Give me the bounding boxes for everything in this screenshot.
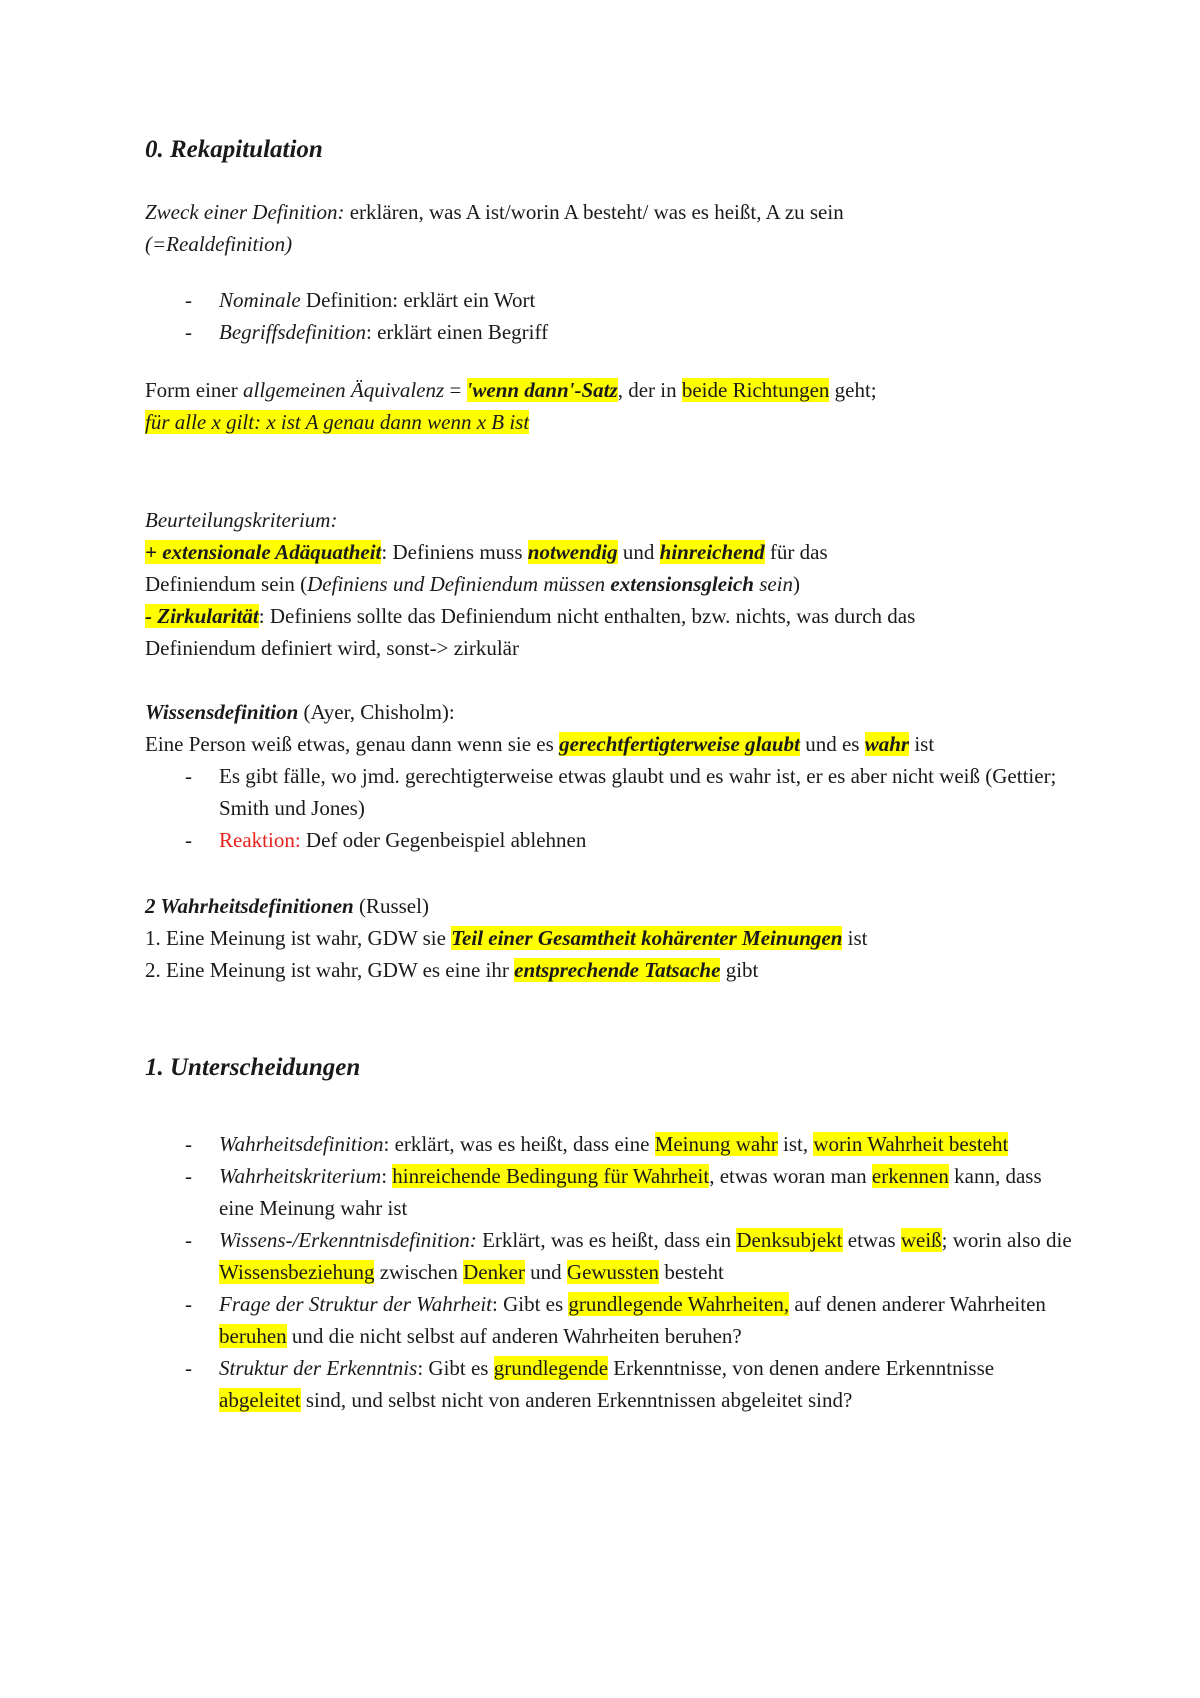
highlight: Meinung wahr bbox=[654, 1132, 778, 1156]
section-heading-unterscheidungen: 1. Unterscheidungen bbox=[145, 1054, 361, 1081]
list-item-text: und bbox=[524, 1260, 567, 1284]
list-item-term: Struktur der Erkenntnis bbox=[219, 1356, 418, 1380]
list-item-text: Erklärt, was es heißt, dass ein bbox=[476, 1228, 737, 1252]
list-item bbox=[145, 1160, 1075, 1224]
highlight: abgeleitet bbox=[219, 1388, 301, 1412]
list-item-term: Nominale bbox=[219, 288, 301, 312]
highlight: erkennen bbox=[871, 1164, 949, 1188]
wahrheitsdefinitionen-term: 2 Wahrheitsdefinitionen bbox=[145, 894, 354, 918]
form-satz-highlight: 'wenn dann'-Satz bbox=[466, 378, 618, 402]
kohaerenz-highlight: Teil einer Gesamtheit kohärenter Meinungen bbox=[451, 926, 843, 950]
highlight: Gewussten bbox=[566, 1260, 660, 1284]
notwendig-highlight: notwendig bbox=[527, 540, 618, 564]
list-item bbox=[145, 1224, 1075, 1288]
kriterium-text: und bbox=[617, 540, 660, 564]
wahrheit-author: (Russel) bbox=[353, 894, 429, 918]
wahrheit-paragraph bbox=[145, 890, 1075, 986]
realdefinition-note: (=Realdefinition) bbox=[145, 232, 293, 256]
highlight: grundlegende bbox=[493, 1356, 609, 1380]
list-item-term: Begriffsdefinition bbox=[219, 320, 366, 344]
list-item-term: Wahrheitskriterium bbox=[219, 1164, 382, 1188]
wahrheit-text: ist bbox=[842, 926, 868, 950]
highlight: Wissensbeziehung bbox=[219, 1260, 375, 1284]
form-prefix: Form einer bbox=[145, 378, 243, 402]
list-item-text: sind, und selbst nicht von anderen Erkenntnissen abgeleitet sind? bbox=[300, 1388, 853, 1412]
kriterium-paragraph bbox=[145, 504, 1075, 664]
highlight: worin Wahrheit besteht bbox=[813, 1132, 1009, 1156]
list-item-text: und die nicht selbst auf anderen Wahrheiten beruhen? bbox=[286, 1324, 742, 1348]
wahr-highlight: wahr bbox=[864, 732, 910, 756]
kriterium-text: für das bbox=[764, 540, 828, 564]
highlight: hinreichende Bedingung für Wahrheit bbox=[392, 1164, 710, 1188]
list-item-term: Wissens-/Erkenntnisdefinition: bbox=[219, 1228, 477, 1252]
document-page bbox=[145, 0, 1075, 1698]
highlight: beruhen bbox=[219, 1324, 287, 1348]
form-eq: = bbox=[444, 378, 467, 402]
definition-types-list bbox=[145, 284, 1075, 348]
list-item-text: : bbox=[381, 1164, 393, 1188]
list-item bbox=[145, 824, 1075, 856]
form-mid: , der in bbox=[617, 378, 682, 402]
list-item-text: auf denen anderer Wahrheiten bbox=[789, 1292, 1046, 1316]
list-item-text: : Gibt es bbox=[417, 1356, 494, 1380]
list-item-text: : erklärt einen Begriff bbox=[366, 320, 549, 344]
list-item-text: Es gibt fälle, wo jmd. gerechtigterweise etwas glaubt und es wahr ist, er es aber nicht weiß (Gettier; Smith und Jones) bbox=[219, 764, 1057, 820]
list-item-text: : erklärt, was es heißt, dass eine bbox=[383, 1132, 655, 1156]
zirkularitaet-highlight: - Zirkularität bbox=[145, 604, 259, 628]
form-richtungen-highlight: beide Richtungen bbox=[681, 378, 830, 402]
wissensdefinition-term: Wissensdefinition bbox=[145, 700, 299, 724]
kriterium-text: ) bbox=[793, 572, 801, 596]
kriterium-italic: sein bbox=[753, 572, 794, 596]
wissen-text: Eine Person weiß etwas, genau dann wenn sie es bbox=[145, 732, 560, 756]
kriterium-heading: Beurteilungskriterium: bbox=[145, 508, 338, 532]
list-item-text: Definition: erklärt ein Wort bbox=[300, 288, 536, 312]
zweck-text: erklären, was A ist/worin A besteht/ was es heißt, A zu sein bbox=[344, 200, 844, 224]
kriterium-italic: Definiens und Definiendum müssen bbox=[307, 572, 611, 596]
form-term: allgemeinen Äquivalenz bbox=[242, 378, 445, 402]
highlight: weiß bbox=[900, 1228, 942, 1252]
adaequatheit-highlight: + extensionale Adäquatheit bbox=[145, 540, 382, 564]
list-item-text: : Gibt es bbox=[492, 1292, 569, 1316]
highlight: grundlegende Wahrheiten, bbox=[568, 1292, 790, 1316]
extensionsgleich-term: extensionsgleich bbox=[610, 572, 754, 596]
list-item bbox=[145, 760, 1075, 824]
list-item-text: Def oder Gegenbeispiel ablehnen bbox=[300, 828, 587, 852]
list-item bbox=[145, 1352, 1075, 1416]
wahrheit-text: 1. Eine Meinung ist wahr, GDW sie bbox=[145, 926, 452, 950]
kriterium-text: : Definiens sollte das Definiendum nicht enthalten, bzw. nichts, was durch das bbox=[258, 604, 916, 628]
wissen-text: ist bbox=[909, 732, 935, 756]
form-suffix: geht; bbox=[829, 378, 877, 402]
reaktion-label: Reaktion: bbox=[219, 828, 301, 852]
hinreichend-highlight: hinreichend bbox=[659, 540, 765, 564]
list-item bbox=[145, 1288, 1075, 1352]
list-item-text: besteht bbox=[659, 1260, 724, 1284]
list-item bbox=[145, 1128, 1075, 1160]
list-item-text: ; worin also die bbox=[941, 1228, 1072, 1252]
wissen-list bbox=[145, 760, 1075, 856]
wissen-paragraph bbox=[145, 696, 1075, 760]
list-item-term: Frage der Struktur der Wahrheit bbox=[219, 1292, 492, 1316]
wahrheit-text: gibt bbox=[720, 958, 759, 982]
zweck-paragraph bbox=[145, 196, 1075, 260]
tatsache-highlight: entsprechende Tatsache bbox=[514, 958, 721, 982]
list-item-term: Wahrheitsdefinition bbox=[219, 1132, 384, 1156]
list-item-text: zwischen bbox=[374, 1260, 464, 1284]
wissen-authors: (Ayer, Chisholm): bbox=[298, 700, 455, 724]
glaubt-highlight: gerechtfertigterweise glaubt bbox=[559, 732, 800, 756]
highlight: Denker bbox=[463, 1260, 525, 1284]
list-item-text: etwas bbox=[842, 1228, 901, 1252]
wahrheit-text: 2. Eine Meinung ist wahr, GDW es eine ihr bbox=[145, 958, 515, 982]
list-item-text: kann, dass eine Meinung wahr ist bbox=[219, 1164, 1042, 1220]
zweck-term: Zweck einer Definition: bbox=[145, 200, 345, 224]
unterscheidungen-list bbox=[145, 1128, 1075, 1416]
list-item bbox=[145, 284, 1075, 316]
form-formel-highlight: für alle x gilt: x ist A genau dann wenn x B ist bbox=[145, 410, 530, 434]
list-item-text: ist, bbox=[777, 1132, 814, 1156]
kriterium-text: Definiendum sein ( bbox=[145, 572, 308, 596]
wissen-text: und es bbox=[799, 732, 865, 756]
kriterium-text: Definiendum definiert wird, sonst-> zirkulär bbox=[145, 636, 519, 660]
highlight: Denksubjekt bbox=[736, 1228, 843, 1252]
section-heading-rekapitulation: 0. Rekapitulation bbox=[145, 136, 323, 163]
list-item-text: , etwas woran man bbox=[709, 1164, 872, 1188]
kriterium-text: : Definiens muss bbox=[381, 540, 528, 564]
list-item bbox=[145, 316, 1075, 348]
form-paragraph bbox=[145, 374, 1075, 438]
list-item-text: Erkenntnisse, von denen andere Erkenntnisse bbox=[608, 1356, 995, 1380]
